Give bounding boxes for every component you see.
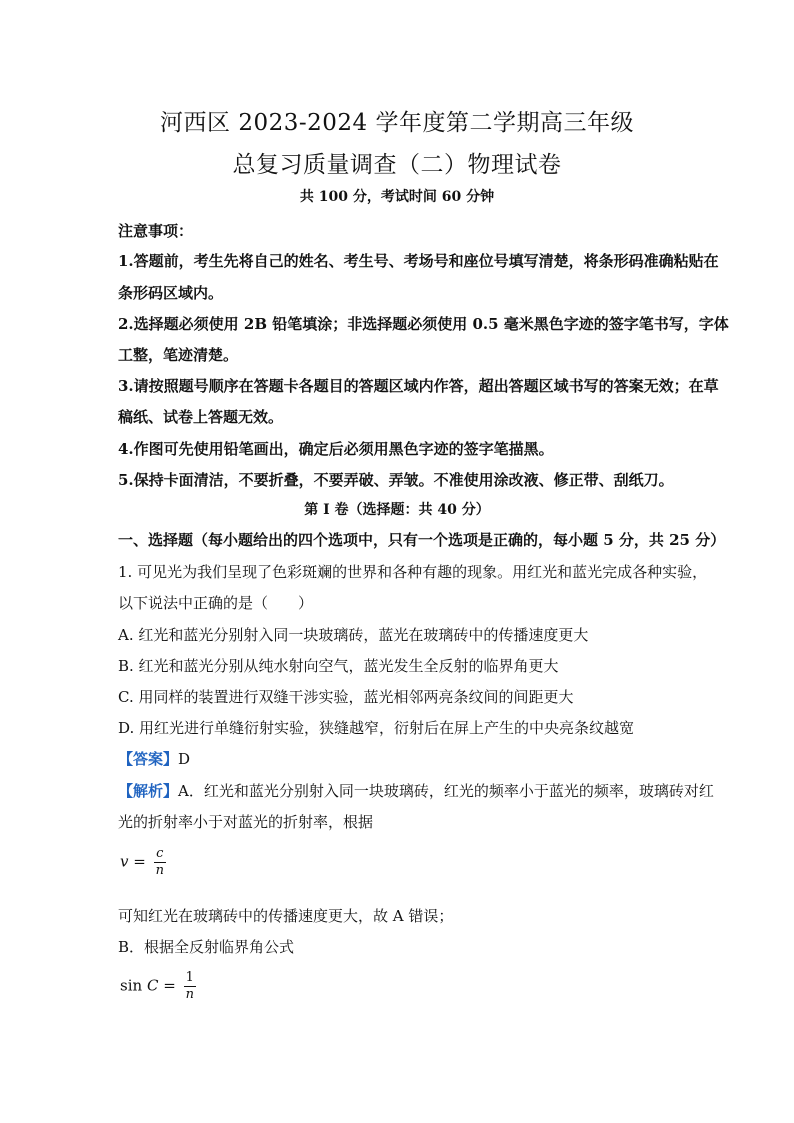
analysis-text: A．红光和蓝光分别射入同一块玻璃砖，红光的频率小于蓝光的频率，玻璃砖对红 [178,782,714,800]
formula-sin: sin [120,976,143,995]
formula-fraction [184,970,196,1003]
formula-denominator: n [185,987,194,1002]
formula-eq: = [163,976,176,995]
notice-heading: 注意事项： [118,222,194,240]
option-c: C. 用同样的装置进行双缝干涉实验，蓝光相邻两亮条纹间的间距更大 [118,688,574,706]
notice-line: 2.选择题必须使用 2B 铅笔填涂；非选择题必须使用 0.5 毫米黑色字迹的签字笔书写，字体 [118,315,729,333]
notice-line: 1.答题前，考生先将自己的姓名、考生号、考场号和座位号填写清楚，将条形码准确粘贴在 [118,252,719,270]
formula-numerator: c [154,846,166,863]
notice-line: 条形码区域内。 [118,284,224,302]
notice-line: 稿纸、试卷上答题无效。 [118,408,284,426]
answer-value: D [178,750,191,768]
formula-velocity [120,846,166,879]
question-stem: 1. 可见光为我们呈现了色彩斑斓的世界和各种有趣的现象。用红光和蓝光完成各种实验， [118,563,708,581]
question-stem: 以下说法中正确的是（ ） [118,594,314,612]
notice-line: 5.保持卡面清洁，不要折叠，不要弄破、弄皱。不准使用涂改液、修正带、刮纸刀。 [118,471,674,489]
formula-fraction [154,846,166,879]
exam-title-line2: 总复习质量调查（二）物理试卷 [232,152,562,178]
notice-line: 4.作图可先使用铅笔画出，确定后必须用黑色字迹的签字笔描黑。 [118,440,554,458]
answer-line [118,748,190,769]
analysis-line: 可知红光在玻璃砖中的传播速度更大，故 A 错误； [118,907,454,925]
analysis-line: 光的折射率小于对蓝光的折射率，根据 [118,813,374,831]
option-d: D. 用红光进行单缝衍射实验，狭缝越窄，衍射后在屏上产生的中央亮条纹越宽 [118,719,635,737]
formula-critical-angle [120,970,196,1003]
formula-eq: = [133,852,146,871]
analysis-line: B．根据全反射临界角公式 [118,938,295,956]
notice-line: 工整，笔迹清楚。 [118,346,239,364]
analysis-tag: 【解析】 [118,782,179,800]
answer-tag: 【答案】 [118,750,179,768]
formula-lhs: v [120,852,129,871]
notice-line: 3.请按照题号顺序在答题卡各题目的答题区域内作答，超出答题区域书写的答案无效；在草 [118,377,719,395]
formula-numerator: 1 [184,970,196,987]
option-b: B. 红光和蓝光分别从纯水射向空气，蓝光发生全反射的临界角更大 [118,657,559,675]
part-heading: 一、选择题（每小题给出的四个选项中，只有一个选项是正确的，每小题 5 分，共 25 分） [118,531,726,549]
option-a: A. 红光和蓝光分别射入同一块玻璃砖，蓝光在玻璃砖中的传播速度更大 [118,626,589,644]
formula-denominator: n [155,863,164,878]
analysis-line [118,780,714,801]
section-title: 第 I 卷（选择题：共 40 分） [304,502,490,518]
exam-subtitle: 共 100 分，考试时间 60 分钟 [299,189,495,205]
formula-var: C [146,976,159,995]
exam-title-line1: 河西区 2023-2024 学年度第二学期高三年级 [160,110,634,136]
